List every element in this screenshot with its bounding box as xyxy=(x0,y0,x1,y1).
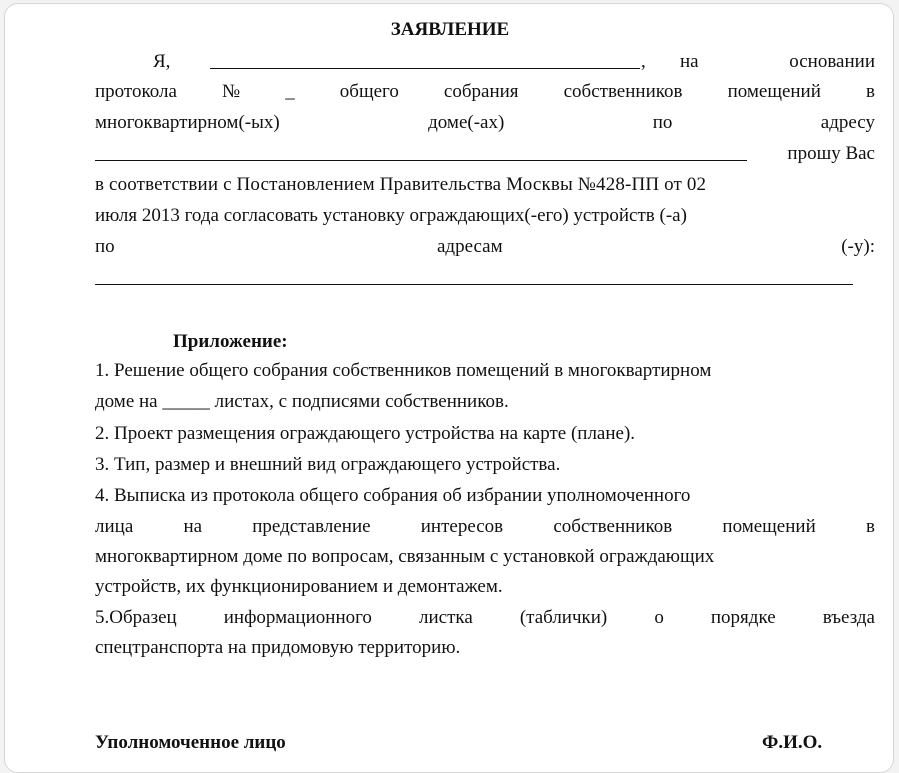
text-line-6: июля 2013 года согласовать установку ограждающих(-его) устройств (-а) xyxy=(95,205,687,226)
word: общего xyxy=(339,81,399,102)
appendix-item-5-line-2: спецтранспорта на придомовую территорию. xyxy=(95,637,461,658)
word: адресам xyxy=(437,236,503,257)
appendix-item-1-line-2: доме на _____ листах, с подписями собственников. xyxy=(95,391,509,412)
signature-fio-label: Ф.И.О. xyxy=(762,732,823,753)
word: в xyxy=(865,516,875,537)
text-line-5: в соответствии с Постановлением Правительства Москвы №428-ПП от 02 xyxy=(95,174,707,195)
word: порядке xyxy=(710,607,776,628)
word: информационного xyxy=(223,607,372,628)
word: _ xyxy=(285,81,295,102)
word: основании xyxy=(789,51,875,72)
word: на xyxy=(680,51,699,72)
word: доме(-ах) xyxy=(428,112,505,133)
appendix-item-4-line-2 xyxy=(95,515,875,539)
appendix-item-4-line-1: 4. Выписка из протокола общего собрания об избрании уполномоченного xyxy=(95,485,691,506)
word: многоквартирном(-ых) xyxy=(95,112,280,133)
word: протокола xyxy=(95,81,177,102)
appendix-item-1-line-1: 1. Решение общего собрания собственников помещений в многоквартирном xyxy=(95,360,712,381)
word: собственников xyxy=(563,81,683,102)
word: прошу Вас xyxy=(787,143,875,164)
word: листка xyxy=(419,607,473,628)
appendix-item-5-line-1 xyxy=(95,606,875,630)
word: адресу xyxy=(820,112,875,133)
word: интересов xyxy=(420,516,504,537)
text-line-3 xyxy=(95,111,875,135)
blank-addresses-line xyxy=(95,266,853,285)
word: Я, xyxy=(153,51,171,72)
word: о xyxy=(654,607,664,628)
word: представление xyxy=(252,516,371,537)
document-title: ЗАЯВЛЕНИЕ xyxy=(390,19,510,40)
word: собрания xyxy=(443,81,519,102)
word: въезда xyxy=(822,607,875,628)
word: собственников xyxy=(553,516,673,537)
word: № xyxy=(221,81,241,102)
word: , xyxy=(641,51,646,72)
blank-name-line xyxy=(210,50,640,69)
word: лица xyxy=(95,516,134,537)
word: 5.Образец xyxy=(95,607,177,628)
appendix-item-4-line-3: многоквартирном доме по вопросам, связанным с установкой ограждающих xyxy=(95,546,715,567)
word: в xyxy=(865,81,875,102)
document-page xyxy=(4,3,894,773)
signature-role-label: Уполномоченное лицо xyxy=(95,732,286,753)
blank-address-line xyxy=(95,142,747,161)
word: по xyxy=(95,236,115,257)
word: (-у): xyxy=(841,236,875,257)
appendix-heading: Приложение: xyxy=(173,331,288,352)
text-line-2 xyxy=(95,80,875,104)
appendix-item-3: 3. Тип, размер и внешний вид ограждающего устройства. xyxy=(95,454,561,475)
word: на xyxy=(183,516,203,537)
word: по xyxy=(652,112,673,133)
word: помещений xyxy=(727,81,821,102)
word: (таблички) xyxy=(519,607,608,628)
appendix-item-2: 2. Проект размещения ограждающего устройства на карте (плане). xyxy=(95,423,636,444)
appendix-item-4-line-4: устройств, их функционированием и демонтажем. xyxy=(95,576,503,597)
word: помещений xyxy=(722,516,816,537)
